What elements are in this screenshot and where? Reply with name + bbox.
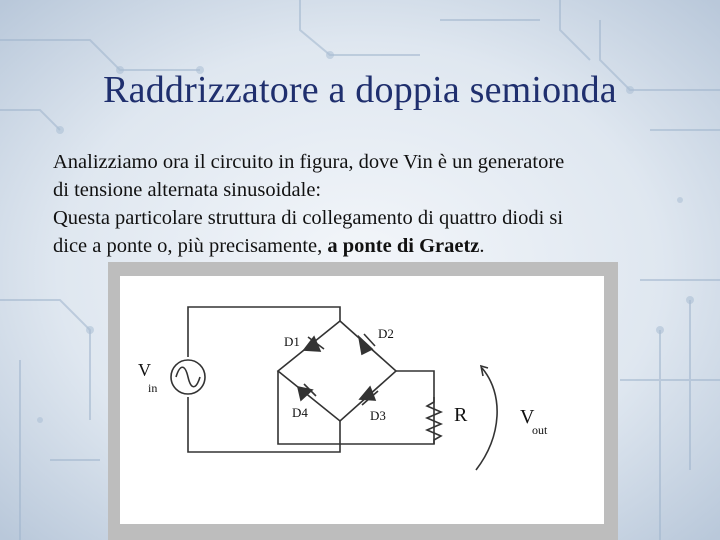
paragraph-line-1: Analizziamo ora il circuito in figura, dove Vin è un generatore bbox=[53, 151, 565, 173]
paragraph-line-2: di tensione alternata sinusoidale: bbox=[53, 179, 322, 201]
d3-label: D3 bbox=[370, 408, 386, 423]
vin-label: V bbox=[138, 360, 151, 380]
slide-paragraph bbox=[53, 148, 673, 260]
d4-label: D4 bbox=[292, 405, 308, 420]
ac-source-symbol bbox=[171, 360, 205, 394]
output-voltage-arrow bbox=[476, 366, 497, 470]
paragraph-line-4-end: . bbox=[479, 235, 485, 257]
diode-d3-symbol bbox=[360, 387, 375, 400]
graetz-bridge-term: a ponte di Graetz bbox=[327, 235, 480, 257]
vin-subscript: in bbox=[148, 381, 158, 395]
resistor-label: R bbox=[454, 404, 468, 426]
vout-subscript: out bbox=[532, 423, 548, 437]
d1-label: D1 bbox=[284, 334, 300, 349]
paragraph-line-4 bbox=[53, 232, 673, 260]
vout-label: V bbox=[520, 406, 535, 428]
paragraph-line-4-text: dice a ponte o, più precisamente, bbox=[53, 235, 328, 257]
d2-label: D2 bbox=[378, 326, 394, 341]
paragraph-line-3: Questa particolare struttura di collegamento di quattro diodi si bbox=[53, 207, 564, 229]
bridge-rectifier-diagram bbox=[120, 276, 604, 524]
slide-title: Raddrizzatore a doppia semionda bbox=[103, 69, 617, 111]
